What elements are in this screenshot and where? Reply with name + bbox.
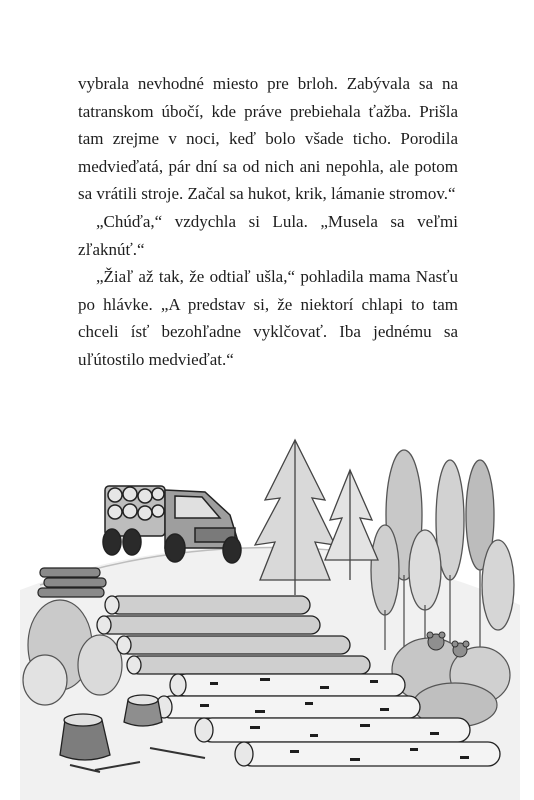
story-text <box>78 70 458 374</box>
paragraph-2: „Chúďa,“ vzdychla si Lula. „Musela sa veľmi zľaknúť.“ <box>78 211 458 259</box>
small-log-pile <box>38 568 106 597</box>
logging-illustration <box>0 420 534 800</box>
paragraph-3: „Žiaľ až tak, že odtiaľ ušla,“ pohladila mama Nasťu po hlávke. „A predstav si, že niektorí chlapi to tam chceli ísť bezohľadne vyklčovať. Iba jednému sa uľútostilo medvieďat.“ <box>78 267 458 369</box>
paragraph-1: vybrala nevhodné miesto pre brloh. Zabývala sa na tatranskom úbočí, kde práve prebiehala ťažba. Prišla tam zrejme v noci, keď bolo všade ticho. Porodila medvieďatá, pár dní sa od nich ani nepohla, ale potom sa vrátili stroje. Začal sa hukot, krik, lámanie stromov.“ <box>78 74 458 204</box>
